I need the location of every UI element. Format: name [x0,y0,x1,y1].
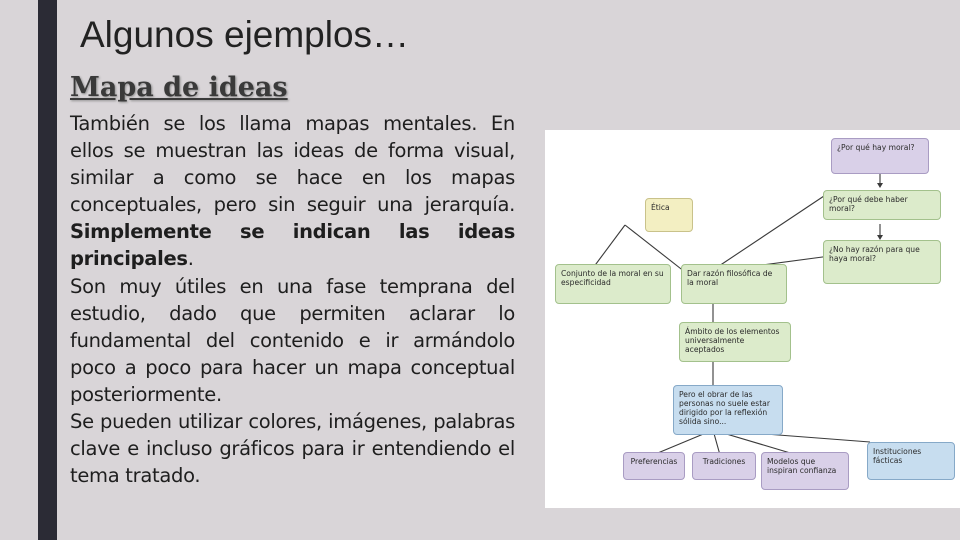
node-question-1: ¿Por qué hay moral? [831,138,929,174]
body-text [70,110,515,489]
node-preferencias: Preferencias [623,452,685,480]
node-question-2: ¿Por qué debe haber moral? [823,190,941,220]
node-ambito: Ámbito de los elementos universalmente aceptados [679,322,791,362]
node-obrar: Pero el obrar de las personas no suele estar dirigido por la reflexión sólida sino... [673,385,783,435]
node-conjunto: Conjunto de la moral en su especificidad [555,264,671,304]
mind-map-image [545,130,960,508]
node-instituciones: Instituciones fácticas [867,442,955,480]
slide-title: Algunos ejemplos… [80,14,410,55]
emphasis-text: Simplemente se indican las ideas principales [70,220,515,271]
node-tradiciones: Tradiciones [692,452,756,480]
paragraph-2: Son muy útiles en una fase temprana del estudio, dado que permiten aclarar lo fundamental del contenido e ir armándolo poco a poco para hacer un mapa conceptual posteriormente. [70,274,515,406]
node-question-3: ¿No hay razón para que haya moral? [823,240,941,284]
accent-bar [38,0,57,540]
node-razon: Dar razón filosófica de la moral [681,264,787,304]
paragraph-1: También se los llama mapas mentales. En ellos se muestran las ideas de forma visual, similar a como se hace en los mapas conceptuales, pero sin seguir una jerarquía. Simplemente se indican las ideas principales. [70,112,515,271]
node-modelos: Modelos que inspiran confianza [761,452,849,490]
section-subtitle: Mapa de ideas [70,72,288,103]
paragraph-3: Se pueden utilizar colores, imágenes, palabras clave e incluso gráficos para ir entendiendo el tema tratado. [70,410,515,488]
node-etica: Ética [645,198,693,232]
